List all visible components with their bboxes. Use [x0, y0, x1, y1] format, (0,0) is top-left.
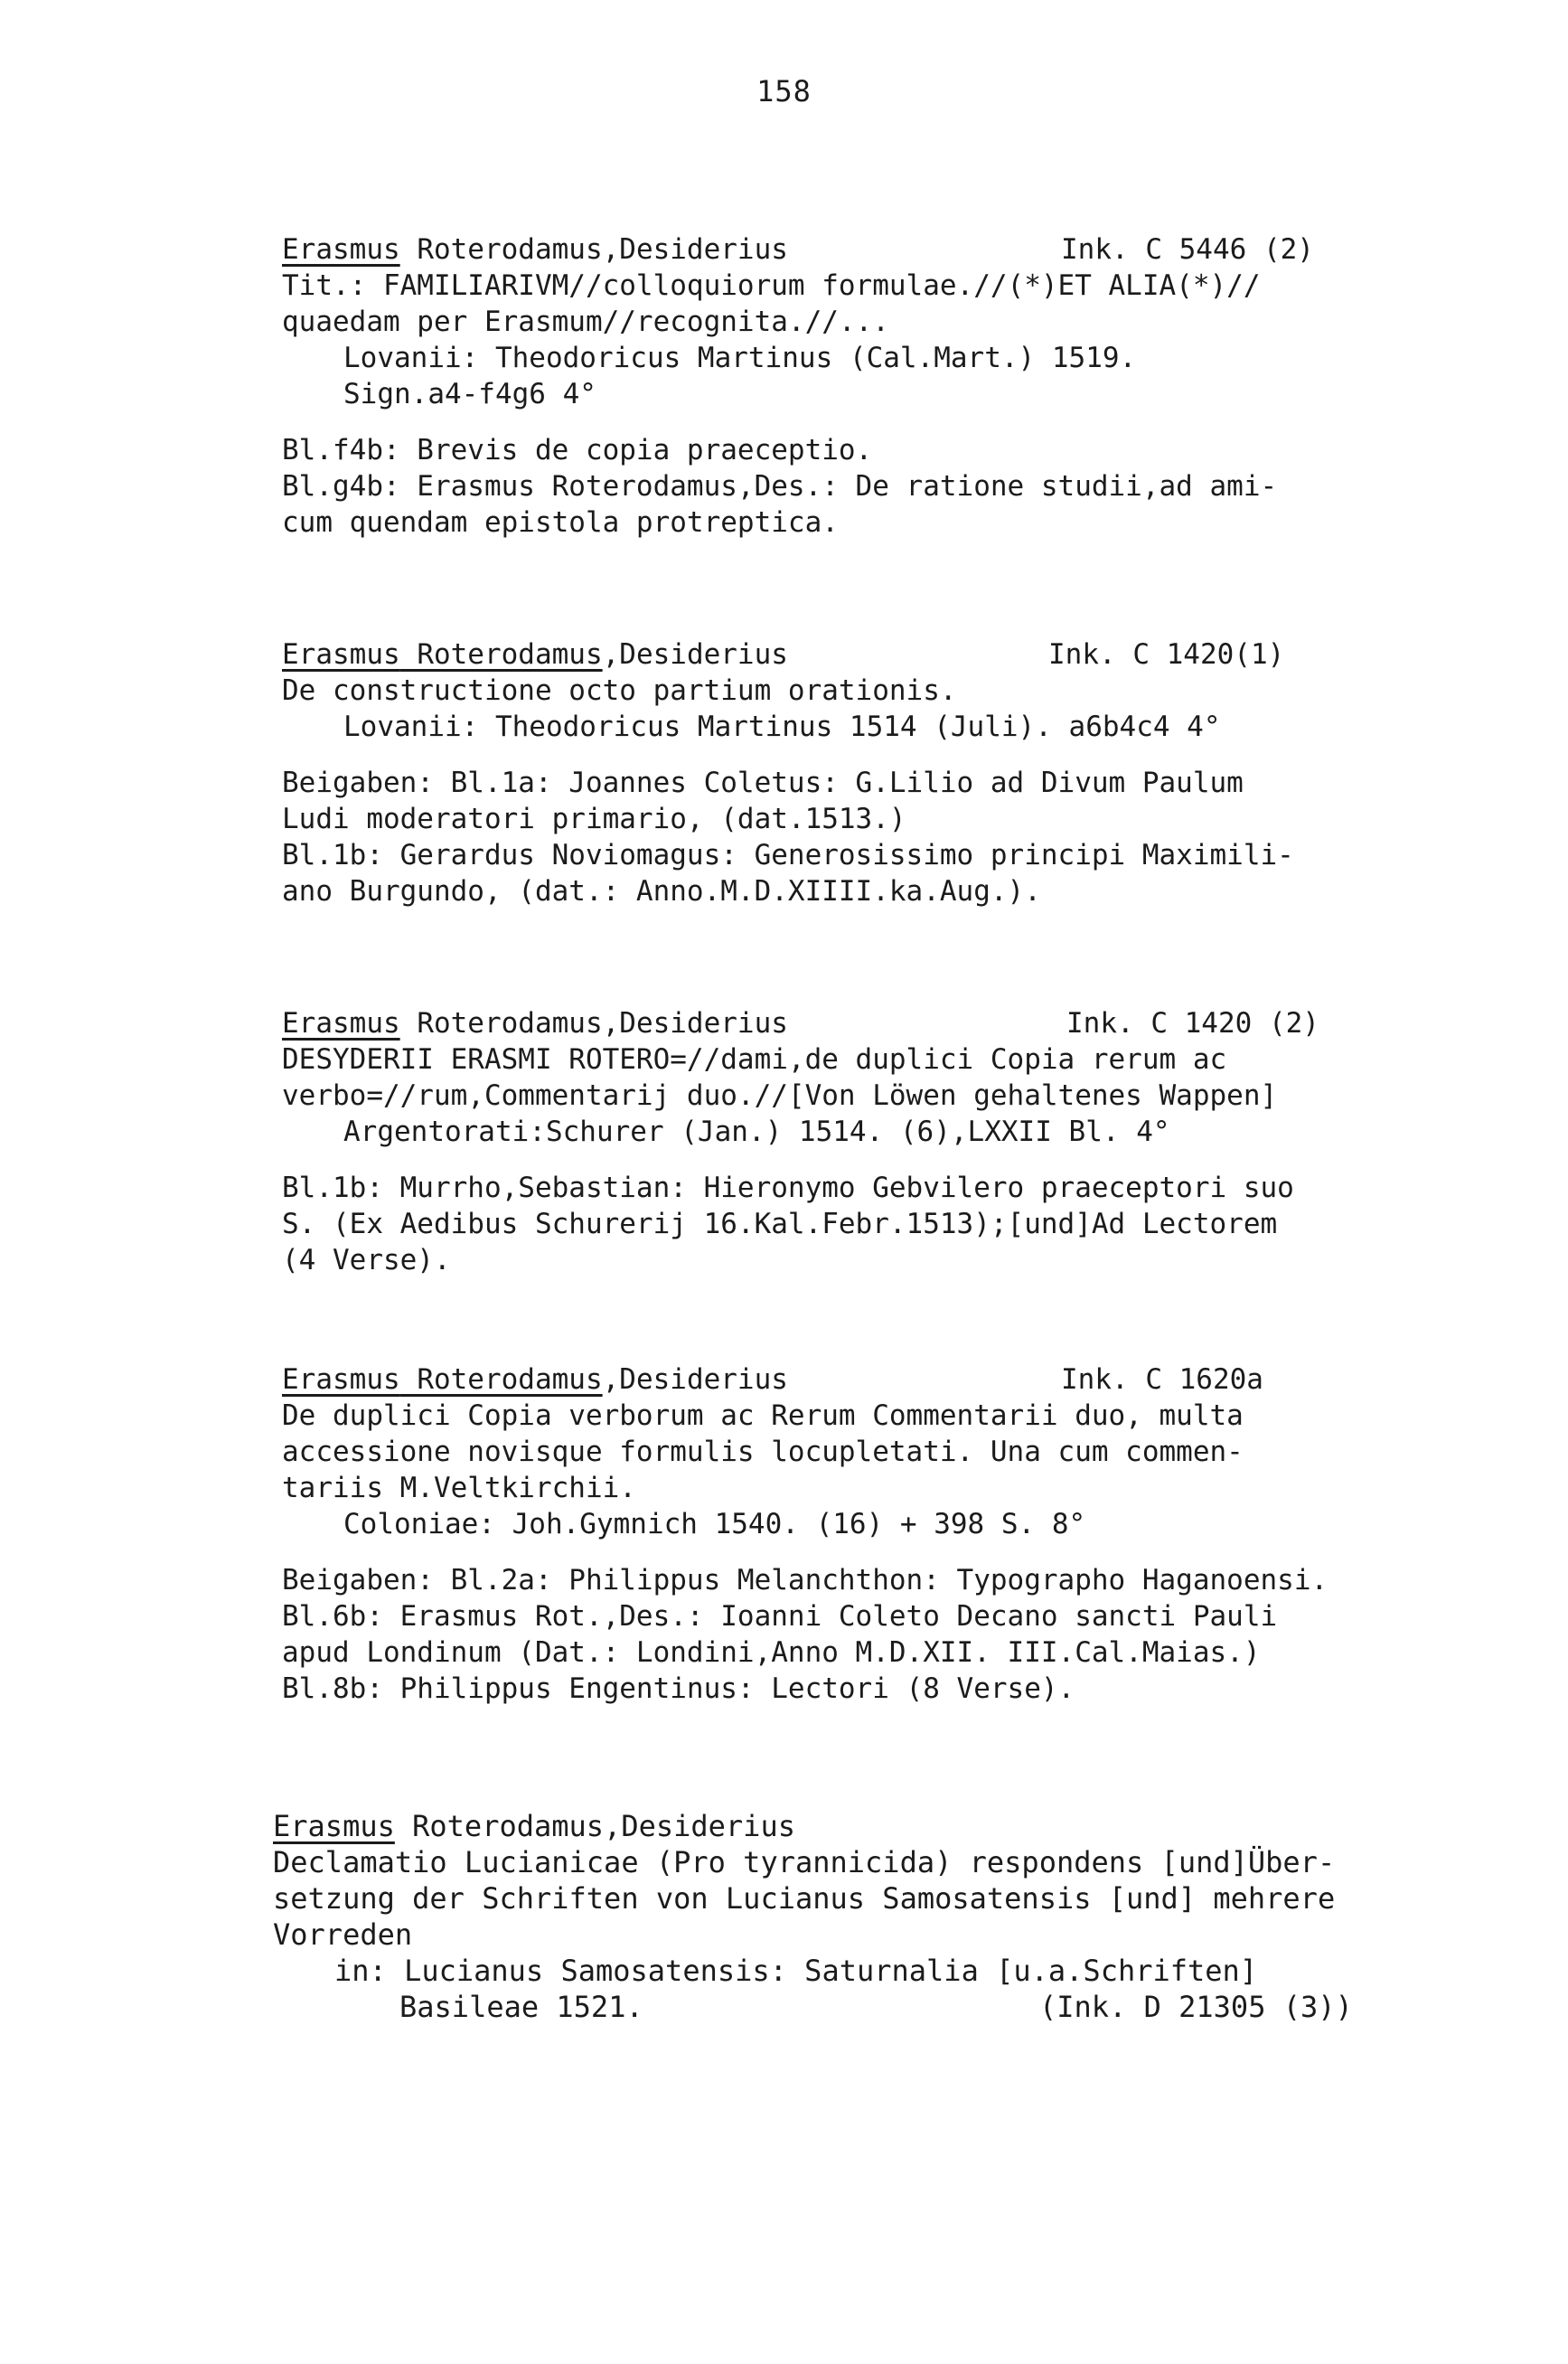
catalog-entry: [282, 1361, 1475, 1707]
author-rest: ,Desiderius: [602, 1363, 788, 1396]
content-line: Bl.g4b: Erasmus Roterodamus,Des.: De ratione studii,ad ami-: [282, 470, 1278, 503]
catalog-entry: [282, 636, 1475, 909]
imprint-line: [273, 1989, 1484, 2025]
author-surname: Erasmus: [273, 1809, 395, 1843]
page-number: 158: [756, 74, 812, 108]
author-middle: Roterodamus: [399, 1363, 603, 1396]
content-line: Ludi moderatori primario, (dat.1513.): [282, 803, 906, 835]
imprint-text: Basileae 1521.: [399, 1990, 643, 2024]
shelfmark: Ink. C 1620a: [1061, 1363, 1263, 1396]
content-line: S. (Ex Aedibus Schurerij 16.Kal.Febr.1513);[und]Ad Lectorem: [282, 1208, 1278, 1240]
entry-heading: [282, 636, 1475, 673]
author-rest: ,Desiderius: [602, 638, 788, 671]
title-line: accessione novisque formulis locupletati. Una cum commen-: [282, 1436, 1244, 1468]
title-line: DESYDERII ERASMI ROTERO=//dami,de duplici Copia rerum ac: [282, 1043, 1227, 1076]
title-line: Tit.: FAMILIARIVM//colloquiorum formulae.//(*)ET ALIA(*)//: [282, 269, 1261, 302]
title-line: Vorreden: [273, 1917, 413, 1952]
imprint-line: Lovanii: Theodoricus Martinus (Cal.Mart.) 1519.: [343, 342, 1137, 374]
signature-line: Sign.a4-f4g6 4°: [343, 378, 596, 410]
imprint-line: Argentorati:Schurer (Jan.) 1514. (6),LXXII Bl. 4°: [343, 1116, 1170, 1148]
title-line: setzung der Schriften von Lucianus Samosatensis [und] mehrere: [273, 1881, 1336, 1916]
content-line: Bl.1b: Gerardus Noviomagus: Generosissimo principi Maximili-: [282, 839, 1294, 871]
entry-heading: [282, 231, 1475, 268]
shelfmark: Ink. C 1420 (2): [1066, 1007, 1319, 1040]
imprint-line: Coloniae: Joh.Gymnich 1540. (16) + 398 S. 8°: [343, 1508, 1086, 1540]
imprint-line: Lovanii: Theodoricus Martinus 1514 (Juli). a6b4c4 4°: [343, 711, 1221, 743]
title-line: De duplici Copia verborum ac Rerum Commentarii duo, multa: [282, 1399, 1244, 1432]
author-rest: Roterodamus,Desiderius: [399, 1007, 788, 1040]
content-line: Bl.f4b: Brevis de copia praeceptio.: [282, 434, 873, 466]
author-middle: Roterodamus: [399, 638, 603, 671]
author-surname: Erasmus: [282, 638, 400, 671]
author-surname: Erasmus: [282, 1007, 400, 1040]
content-line: cum quendam epistola protreptica.: [282, 506, 839, 539]
title-line: verbo=//rum,Commentarij duo.//[Von Löwen gehaltenes Wappen]: [282, 1079, 1278, 1112]
title-line: tariis M.Veltkirchii.: [282, 1472, 636, 1504]
shelfmark: (Ink. D 21305 (3)): [1039, 1990, 1353, 2024]
author-surname: Erasmus: [282, 233, 400, 266]
catalog-entry: [282, 1005, 1475, 1278]
content-line: Beigaben: Bl.2a: Philippus Melanchthon: Typographo Haganoensi.: [282, 1564, 1329, 1596]
content-line: apud Londinum (Dat.: Londini,Anno M.D.XII. III.Cal.Maias.): [282, 1636, 1261, 1669]
entry-heading: [282, 1361, 1475, 1398]
title-line: Declamatio Lucianicae (Pro tyrannicida) respondens [und]Über-: [273, 1845, 1336, 1879]
entry-heading: [273, 1808, 1484, 1844]
content-line: (4 Verse).: [282, 1244, 451, 1276]
catalog-entry: [282, 231, 1475, 541]
title-line: De constructione octo partium orationis.: [282, 674, 957, 707]
author-rest: Roterodamus,Desiderius: [399, 233, 788, 266]
shelfmark: Ink. C 1420(1): [1048, 638, 1285, 671]
author-rest: Roterodamus,Desiderius: [394, 1809, 795, 1843]
catalog-entry: [273, 1808, 1484, 2025]
shelfmark: Ink. C 5446 (2): [1061, 233, 1314, 266]
content-line: Bl.8b: Philippus Engentinus: Lectori (8 Verse).: [282, 1672, 1075, 1705]
author-surname: Erasmus: [282, 1363, 400, 1396]
content-line: ano Burgundo, (dat.: Anno.M.D.XIIII.ka.Aug.).: [282, 875, 1041, 908]
entry-heading: [282, 1005, 1475, 1041]
title-line: quaedam per Erasmum//recognita.//...: [282, 306, 889, 338]
content-line: Bl.1b: Murrho,Sebastian: Hieronymo Gebvilero praeceptori suo: [282, 1172, 1294, 1204]
in-line: in: Lucianus Samosatensis: Saturnalia [u.a.Schriften]: [334, 1954, 1258, 1988]
content-line: Beigaben: Bl.1a: Joannes Coletus: G.Lilio ad Divum Paulum: [282, 767, 1244, 799]
content-line: Bl.6b: Erasmus Rot.,Des.: Ioanni Coleto Decano sancti Pauli: [282, 1600, 1278, 1633]
